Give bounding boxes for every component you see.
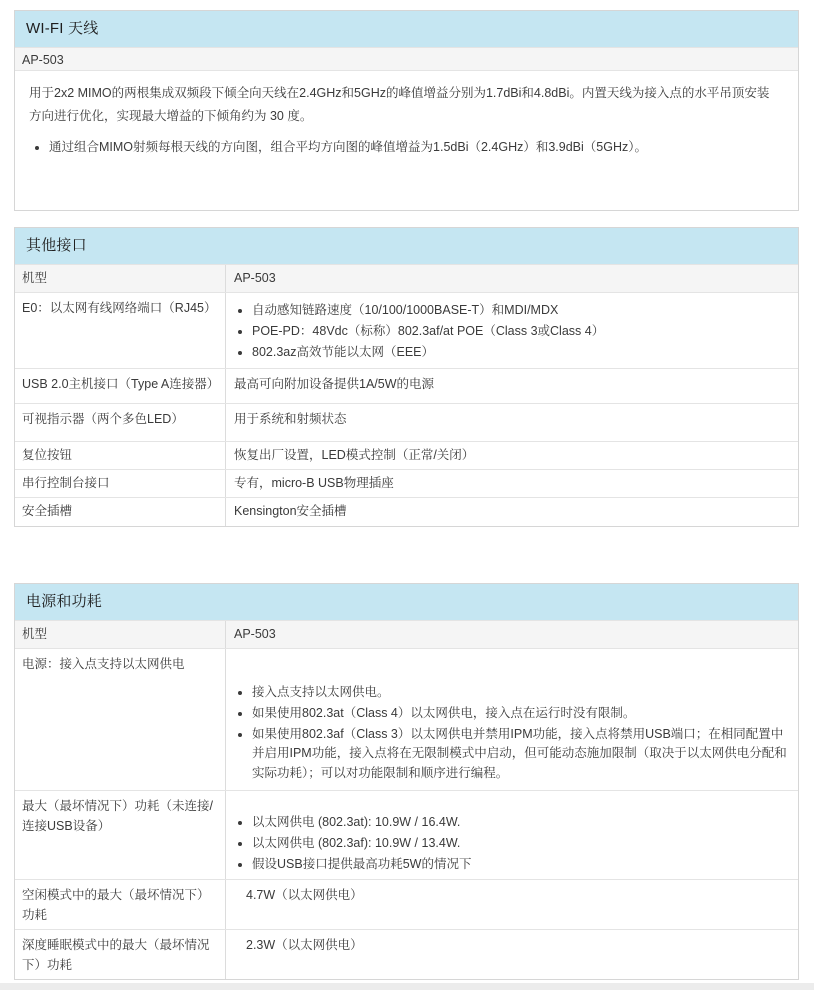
section-wifi-antenna <box>14 10 799 211</box>
row-label: 可视指示器（两个多色LED） <box>15 404 226 441</box>
row-label: 空闲模式中的最大（最坏情况下）功耗 <box>15 880 226 929</box>
column-header-model: 机型 <box>15 265 226 292</box>
row-label: 最大（最坏情况下）功耗（未连接/连接USB设备） <box>15 791 226 879</box>
column-header-ap503: AP-503 <box>234 626 276 641</box>
table-row <box>15 790 798 879</box>
row-value: 专有，micro-B USB物理插座 <box>234 476 394 490</box>
row-value: 最高可向附加设备提供1A/5W的电源 <box>234 376 435 391</box>
row-label: USB 2.0主机接口（Type A连接器） <box>15 369 226 403</box>
table-row <box>15 292 798 367</box>
column-header-model: 机型 <box>15 621 226 648</box>
table-row <box>15 403 798 441</box>
section-gap <box>0 527 814 583</box>
section-title-other-interfaces: 其他接口 <box>15 228 798 264</box>
column-header-ap503: AP-503 <box>234 271 276 285</box>
wifi-antenna-bullet-list <box>29 136 772 159</box>
row-label: 复位按钮 <box>15 442 226 469</box>
bullet-item: • 802.3az高效节能以太网（EEE） <box>252 343 788 363</box>
table-row <box>15 929 798 979</box>
row-value: Kensington安全插槽 <box>234 504 347 519</box>
row-value: 4.7W（以太网供电） <box>246 888 363 903</box>
row-bullet-list <box>234 683 788 784</box>
table-header-row <box>15 264 798 292</box>
section-title-wifi-antenna: WI-FI 天线 <box>15 11 798 47</box>
table-row <box>15 368 798 403</box>
row-bullet-list <box>234 301 788 362</box>
section-power-consumption <box>14 583 799 980</box>
row-label: E0：以太网有线网络端口（RJ45） <box>15 293 226 367</box>
section-title-power-consumption: 电源和功耗 <box>15 584 798 620</box>
section-gap <box>0 211 814 227</box>
section-other-interfaces <box>14 227 799 527</box>
bullet-item: • 通过组合MIMO射频每根天线的方向图，组合平均方向图的峰值增益为1.5dBi（2.4GHz）和3.9dBi（5GHz）。 <box>49 136 772 159</box>
table-header-row <box>15 620 798 648</box>
table-row <box>15 441 798 469</box>
bullet-item: • 如果使用802.3af（Class 3）以太网供电并禁用IPM功能，接入点将禁用USB端口；在相同配置中并启用IPM功能，接入点将在无限制模式中启动，但可能动态施加限制（取决于以太网供电分配和实际功耗）；可以对功能限制和顺序进行编程。 <box>252 725 788 784</box>
row-label: 电源：接入点支持以太网供电 <box>15 649 226 790</box>
bullet-item: • 接入点支持以太网供电。 <box>252 683 788 703</box>
row-value <box>226 791 798 879</box>
bullet-item: • 以太网供电 (802.3at): 10.9W / 16.4W. <box>252 813 788 833</box>
row-value: 用于系统和射频状态 <box>234 411 347 426</box>
row-value <box>226 293 798 367</box>
row-value: 2.3W（以太网供电） <box>246 938 363 953</box>
page-bottom-divider <box>0 983 814 990</box>
row-bullet-list <box>234 813 788 874</box>
table-row <box>15 469 798 497</box>
bullet-item: • 以太网供电 (802.3af): 10.9W / 13.4W. <box>252 834 788 854</box>
bullet-item: • 假设USB接口提供最高功耗5W的情况下 <box>252 855 788 875</box>
row-label: 安全插槽 <box>15 498 226 525</box>
row-value <box>226 649 798 790</box>
bullet-item: • POE-PD：48Vdc（标称）802.3af/at POE（Class 3或Class 4） <box>252 322 788 342</box>
bullet-item: • 如果使用802.3at（Class 4）以太网供电，接入点在运行时没有限制。 <box>252 704 788 724</box>
table-row <box>15 497 798 525</box>
row-label: 串行控制台接口 <box>15 470 226 497</box>
wifi-antenna-paragraph: 用于2x2 MIMO的两根集成双频段下倾全向天线在2.4GHz和5GHz的峰值增益分别为1.7dBi和4.8dBi。内置天线为接入点的水平吊顶安装方向进行优化，实现最大增益的下倾角约为 30 度。 <box>29 86 770 124</box>
bullet-item: • 自动感知链路速度（10/100/1000BASE-T）和MDI/MDX <box>252 301 788 321</box>
wifi-antenna-content <box>15 71 798 210</box>
row-label: 深度睡眠模式中的最大（最坏情况下）功耗 <box>15 930 226 979</box>
model-banner: AP-503 <box>15 47 798 71</box>
row-value: 恢复出厂设置，LED模式控制（正常/关闭） <box>234 447 475 462</box>
table-row <box>15 879 798 929</box>
table-row <box>15 648 798 790</box>
